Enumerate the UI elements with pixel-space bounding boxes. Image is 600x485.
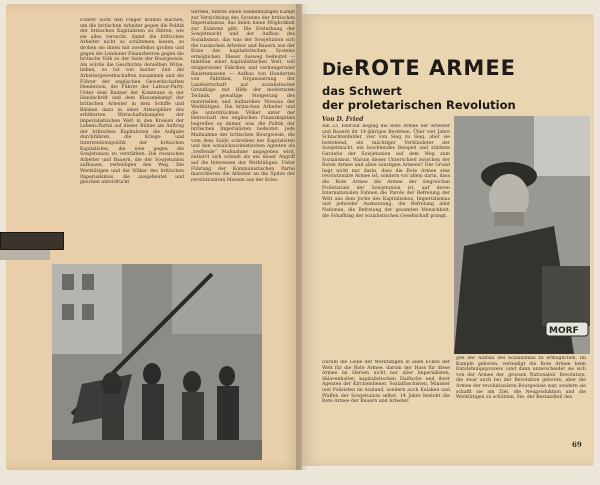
soldier-photo-image xyxy=(454,116,590,354)
bookmark-tail xyxy=(0,250,50,260)
left-column-1: Führer nicht den Finger krumm machen, um die britischen Arbeiter gegen die Politik der britischen Kapitalisten zu führen, wie sie alles versucht, damit die britischen Arbeiter nicht so schlimmen lassen, so drohen sie ihnen mit zweifellos großen und gegen die Londoner Finanzherren gegen die britische Volk zu der Seite der Bourgeoisie. Als würde die Geschichte derselben Witze, lieben, so tat von kurzer Zeit die Arbeitergewerkschaften zusammen und die Führer der englischen Gewerkschaften Henderson, die Führer der Labour-Party. Unter dem Banner der Kommune in der Handschrift und dem Klassenkampf der britischen Arbeiter in dem Schiffe und Bänken dazu in einer Atmosphäre des erbitterten Wirtschaftskampfes der imperialistischen Welt in den Kreisen der Lebens-Partei auf dieser Bühne am Auftrag der britischen Kapitalisten die Aufgabe durchführen, die Kriegs- und Interventionspolitik der britischen Kapitalisten, die eine gegen die Sowjetunion zu verstärken. Die russischen Arbeiter und Bauern, die der Sowjetunion aufbauen, verteidigen den Weg. Die Werktätigen und die Völker des britischen Imperialismus, die ausgebeutet und gleichen unterdrückt xyxy=(80,18,184,186)
right-column-1: Am 23. Februar beging die Rote Armee der Arbeiter und Bauern ihr 14-jähriges Bestehen. Über vier Jahre Schlachtenfelder, vier von Sieg zu Sieg, aber sie bestehend, ein mächtiger Verbündeter der Sowjetmacht, ein leuchtendes Beispiel und stärkste Garantie der Sowjetunion auf dem Weg zum Sozialismus. Warum dieser Unterschied zwischen der Roten Armee und allen sonstigen Armeen? Der Grund liegt nicht nur darin, dass die Rote Armee eine revolutionäre Armee ist, sondern vor allem darin, dass die Rote Armee die Armee der siegreichen Proletariats der Sowjetunion ist, auf deren Internationalen Fahnen die Parole der Befreiung der Welt aus dem Joche des Kapitalismus, Imperialismus und jedweder Ausbeutung, die Befreiung aller Nationen, die Befreiung der gesamten Menschheit, die Schaffung der sozialistischen Gesellschaft prangt. xyxy=(322,124,450,219)
bookmark-strip xyxy=(0,232,64,250)
right-page xyxy=(302,14,594,466)
subtitle-line-2: der proletarischen Revolution xyxy=(322,98,516,112)
page-number: 69 xyxy=(572,440,582,449)
subtitle xyxy=(322,84,516,112)
right-column-2: gen der Aufbau des Sozialismus zu ermöglichen. Im Kampfe geboren, verteidigt die Rote Armee beim Entstehungsprozess (und dann unterscheidet sie sich von der Armee der ‚grossen Nationalen‘ Revolution, die zwar auch bei der Revolution geboren, aber die Armee der revolutionären Bourgeoisie war, sondern sie schafft sie am Ziel, die Neuproduktion und die Werktätigen zu schützen. Sie, der Bestandteil des xyxy=(456,356,586,401)
photo-soldier xyxy=(454,116,590,354)
left-column-2: werden, führen einen heldenmütigen Kampf zur Vernichtung des Systems der britischen Imperialismus, das ihnen keine Möglichkeit zur Existenz gibt. Die Erstarkung der Sowjetmacht und der Aufbau des Sozialismus, das was der Sowjetunion sich die russischen Arbeiter und Bauern aus der Krise des kapitalistischen Systems ermöglichen. Dieser Ausweg bedeutet — inmitten einer kapitalistischen Welt, voll strigierender Fabriken und verhungernder Bauernmassen — Aufbau von Hunderten von Fabriken, Organisierung der Landwirtschaft auf sozialistischer Grundlage mit Hilfe der modernsten Technik, gewaltige Steigerung des materiellen und kulturellen Niveaus der Werktätigen. Die britischen Arbeiter und die unterdrückten Völker unter der Herrschaft des englischen Finanzkapitals begreifen es immer, was die Politik der britischen Imperialisten bedeutet. Jede Maßnahme der britischen Bourgeoisie, die vom dem Saldo schreiben der Kapitalisten und den sozialchauvinistischen Agenten als „treffende“ Maßnahme angegeben wird, entlarvt sich schnell als ein neuer Angriff auf die Interessen der Werktätigen. Unter Führung der Kommunistischen Partei marschieren die Arbeiter an die Spitze der revolutionären Massen aus der Krise. xyxy=(191,10,295,183)
subtitle-line-1: das Schwert xyxy=(322,84,402,98)
photo-street-protest xyxy=(52,264,262,460)
protest-photo-image xyxy=(52,264,262,460)
right-column-1-bottom: Darum die Liebe der Werktätigen in allen Ecken der Welt für die Rote Armee, darum der Hass für diese Armee im Herzen nicht nur aller Imperialisten, Sklavenhalter, kapitalistischen Haifische und ihrer Agenten der Kirchendiener, Sozialfaschisten, Minister und Polizisten im Ausland, sondern auch Kulaken und Pfaffen der Sowjetunion selbst. 14 Jahre besteht die Rote Armee der Bauern und Arbeiter. xyxy=(322,360,450,405)
headline-prefix: Die xyxy=(322,60,354,80)
car-plate-text: MORF xyxy=(549,326,579,336)
headline-main: ROTE ARMEE xyxy=(354,56,517,80)
byline: Von D. Fried xyxy=(322,116,364,123)
